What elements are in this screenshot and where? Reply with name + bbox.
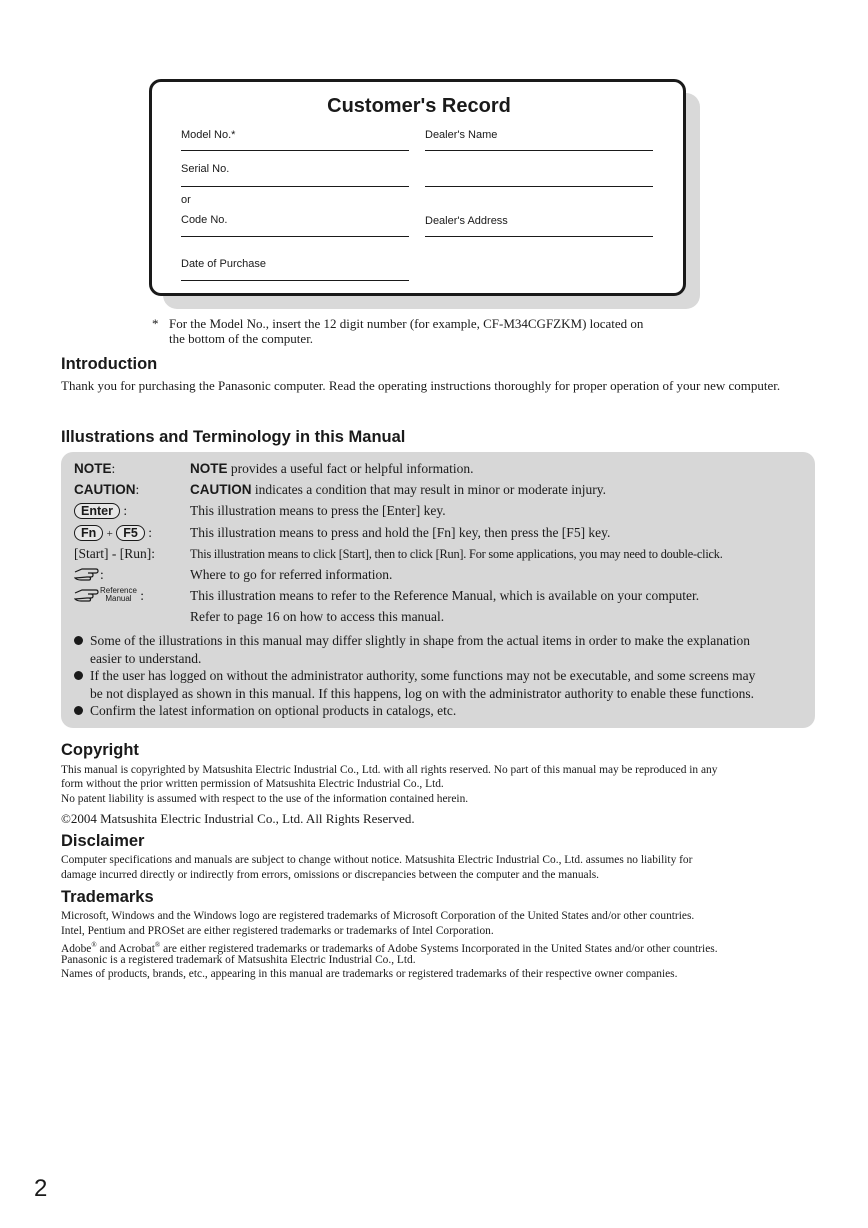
disclaimer-line-1: Computer specifications and manuals are subject to change without notice. Matsushita Electric Industrial Co., Ltd. assumes no liability for [61, 854, 693, 866]
bullet-icon [74, 636, 83, 645]
model-no-line [181, 150, 409, 151]
note-desc-bold: NOTE [190, 461, 228, 476]
f5-key-icon: F5 [116, 525, 145, 541]
illustrations-heading: Illustrations and Terminology in this Manual [61, 428, 406, 446]
serial-no-label: Serial No. [181, 163, 230, 175]
manual-label: Manual [105, 594, 132, 603]
trademarks-line-4: Panasonic is a registered trademark of Matsushita Electric Industrial Co., Ltd. [61, 954, 416, 966]
footnote-marker: * [152, 316, 159, 331]
enter-key-icon: Enter [74, 503, 120, 519]
caution-desc: indicates a condition that may result in minor or moderate injury. [251, 482, 607, 497]
introduction-heading: Introduction [61, 355, 158, 373]
bullet-icon [74, 671, 83, 680]
caution-key: CAUTION [74, 482, 136, 497]
start-run-desc: This illustration means to click [Start], then to click [Run]. For some applications, you may need to double-click. [190, 547, 723, 561]
reference-manual-icon [74, 587, 100, 603]
serial-no-line [181, 186, 409, 187]
footnote-line-1: For the Model No., insert the 12 digit number (for example, CF-M34CGFZKM) located on [169, 316, 644, 331]
refer-desc: Where to go for referred information. [190, 567, 393, 582]
trademarks-line-1: Microsoft, Windows and the Windows logo are registered trademarks of Microsoft Corporation of the United States and/or other countries. [61, 910, 695, 922]
note-key: NOTE [74, 461, 112, 476]
record-title: Customer's Record [327, 95, 511, 117]
enter-desc: This illustration means to press the [Enter] key. [190, 503, 446, 518]
dealer-name-line [425, 150, 653, 151]
copyright-line-3: No patent liability is assumed with respect to the use of the information contained herein. [61, 793, 469, 805]
term-row-enter: Enter : This illustration means to press the [Enter] key. [74, 501, 814, 521]
trademarks-heading: Trademarks [61, 888, 154, 906]
registered-mark: ® [91, 941, 97, 949]
trademarks-line-2: Intel, Pentium and PROSet are either registered trademarks or trademarks of Intel Corporation. [61, 925, 494, 937]
trademarks-line-3: Adobe® and Acrobat® are either registered trademarks or trademarks of Adobe Systems Incorporated in the United States and/or other countries. [61, 941, 718, 955]
start-run-key: [Start] - [Run]: [74, 546, 155, 561]
term-row-refer-page [74, 607, 814, 627]
reference-label: Reference [100, 586, 137, 595]
caution-desc-bold: CAUTION [190, 482, 252, 497]
copyright-notice: ©2004 Matsushita Electric Industrial Co., Ltd. All Rights Reserved. [61, 811, 415, 826]
code-no-label: Code No. [181, 214, 228, 226]
fn-f5-desc: This illustration means to press and hold the [Fn] key, then press the [F5] key. [190, 525, 611, 540]
dealer-address-line [425, 236, 653, 237]
registered-mark: ® [154, 941, 161, 949]
dealer-name-label: Dealer's Name [425, 129, 498, 141]
model-no-label: Model No.* [181, 129, 236, 141]
disclaimer-line-2: damage incurred directly or indirectly from errors, omissions or discrepancies between the computer and the manuals. [61, 869, 600, 881]
term-row-reference-manual: Reference Manual : This illustration means to refer to the Reference Manual, which is available on your computer. [74, 586, 814, 606]
term-row-note: NOTE: NOTE provides a useful fact or helpful information. [74, 461, 474, 476]
reference-manual-desc: This illustration means to refer to the Reference Manual, which is available on your computer. [190, 588, 700, 603]
page-number: 2 [34, 1175, 48, 1202]
bullet-2-line-1: If the user has logged on without the administrator authority, some functions may not be executable, and some screens may [90, 668, 756, 683]
date-of-purchase-label: Date of Purchase [181, 258, 266, 270]
plus-sign: + [106, 528, 113, 540]
refer-page-desc: Refer to page 16 on how to access this manual. [190, 609, 445, 624]
copyright-line-2: form without the prior written permission of Matsushita Electric Industrial Co., Ltd. [61, 778, 444, 790]
term-row-refer: : Where to go for referred information. [74, 565, 814, 585]
dealer-address-label: Dealer's Address [425, 215, 508, 227]
bullet-1-line-1: Some of the illustrations in this manual may differ slightly in shape from the actual items in order to make the explanation [90, 633, 750, 648]
fn-key-icon: Fn [74, 525, 103, 541]
or-label: or [181, 194, 191, 206]
trademarks-line-5: Names of products, brands, etc., appearing in this manual are trademarks or registered trademarks of their respective owner companies. [61, 968, 678, 980]
bullet-icon [74, 706, 83, 715]
bullet-2-line-2: be not displayed as shown in this manual. If this happens, log on with the administrator authority to enable these functions. [90, 686, 755, 701]
copyright-heading: Copyright [61, 741, 139, 759]
term-row-caution: CAUTION: CAUTION indicates a condition that may result in minor or moderate injury. [74, 482, 607, 497]
date-of-purchase-line [181, 280, 409, 281]
bullet-1-line-2: easier to understand. [90, 651, 202, 666]
dealer-name-line-2 [425, 186, 653, 187]
introduction-text: Thank you for purchasing the Panasonic computer. Read the operating instructions thoroughly for proper operation of your new computer. [61, 378, 781, 393]
disclaimer-heading: Disclaimer [61, 832, 145, 850]
term-row-fn-f5: Fn + F5 : This illustration means to press and hold the [Fn] key, then press the [F5] key. [74, 523, 814, 543]
footnote-line-2: the bottom of the computer. [169, 331, 314, 346]
note-desc: provides a useful fact or helpful information. [227, 461, 474, 476]
copyright-line-1: This manual is copyrighted by Matsushita Electric Industrial Co., Ltd. with all rights reserved. No part of this manual may be reproduced in any [61, 764, 718, 776]
code-no-line [181, 236, 409, 237]
bullet-3-line-1: Confirm the latest information on optional products in catalogs, etc. [90, 703, 457, 718]
pointing-hand-icon [74, 566, 100, 582]
term-row-start-run [74, 544, 814, 564]
